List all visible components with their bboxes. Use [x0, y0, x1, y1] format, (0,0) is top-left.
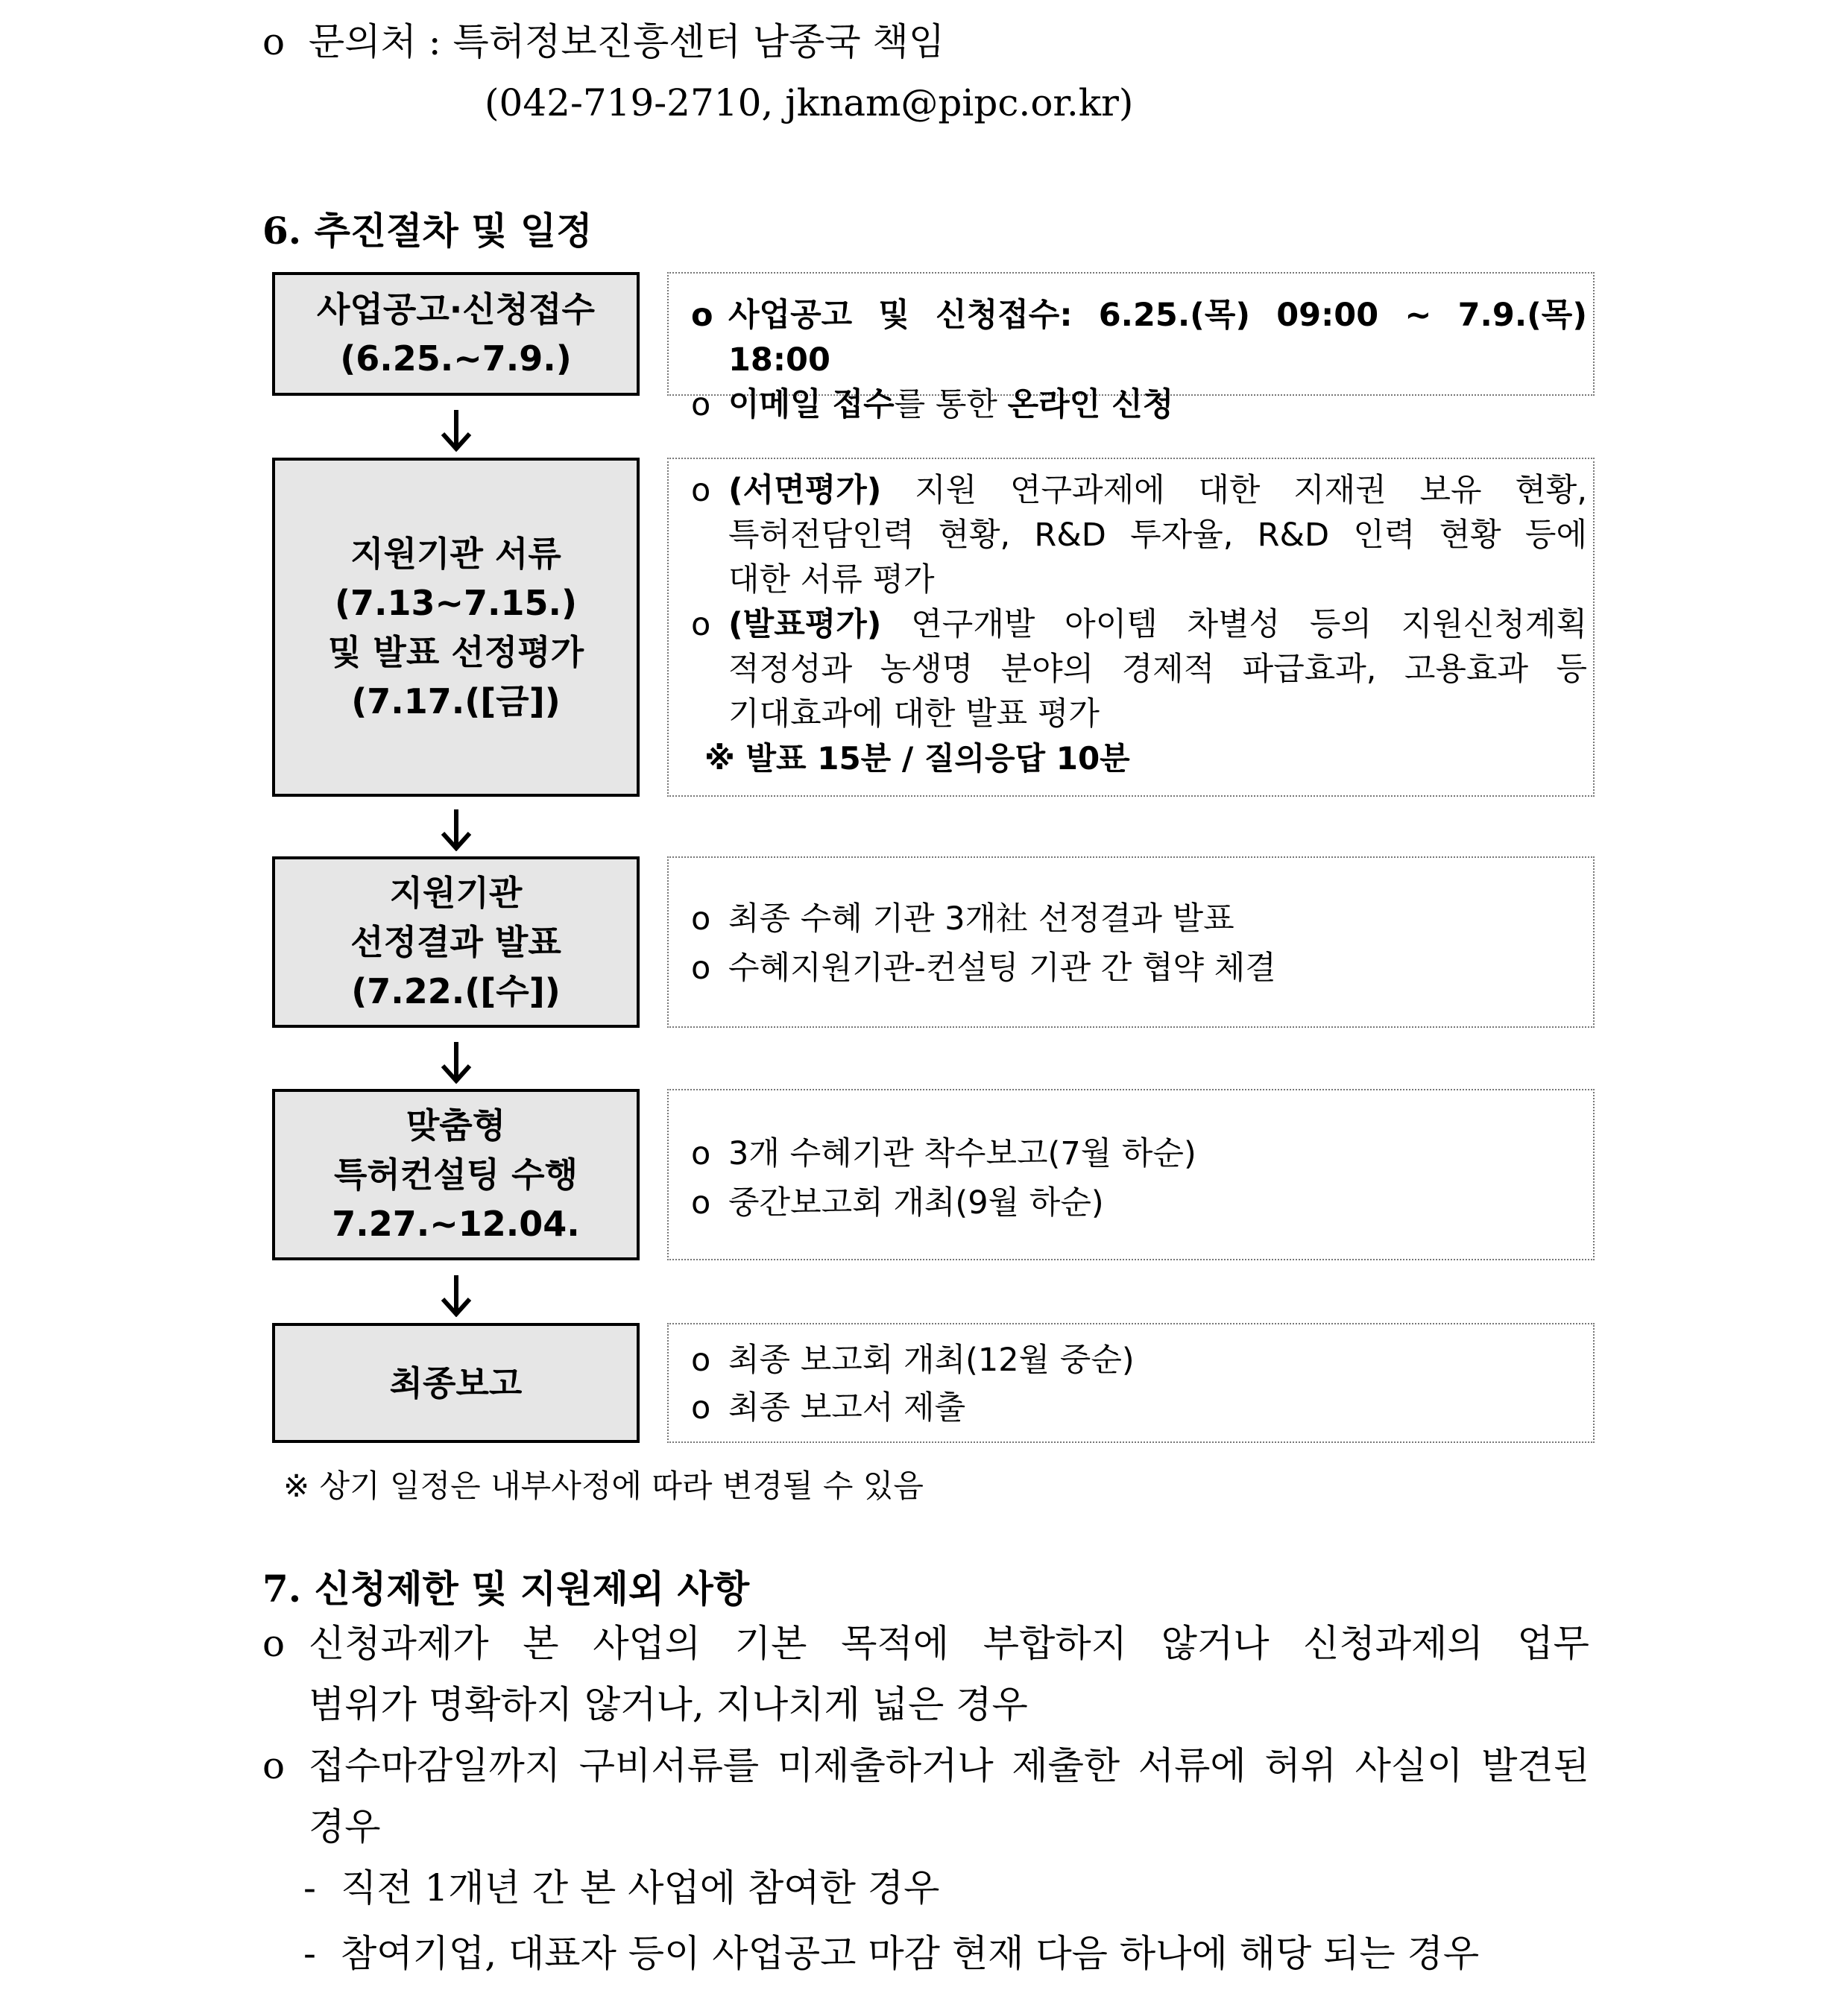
desc-item — [691, 1178, 1587, 1228]
contact-line-2: (042-719-2710, jknam@pipc.or.kr) — [485, 81, 1134, 124]
desc-item — [691, 468, 1587, 602]
desc-item — [691, 382, 1587, 427]
desc-text: 수혜지원기관-컨설팅 기관 간 협약 체결 — [728, 950, 1276, 987]
step-box-line: 지원기관 — [389, 873, 523, 913]
bullet-marker: o — [262, 20, 286, 63]
desc-bold-text: 이메일 접수 — [728, 386, 895, 423]
step-desc-selection-result — [667, 856, 1595, 1028]
dash-marker: - — [303, 1866, 316, 1910]
desc-text: 연구개발 아이템 차별성 등의 지원신청계획 — [881, 606, 1587, 643]
sub-list-item-text: 직전 1개년 간 본 사업에 참여한 경우 — [341, 1866, 940, 1910]
desc-text: 적정성과 농생명 분야의 경제적 파급효과, 고용효과 등 — [728, 651, 1587, 688]
list-item-text: 신청과제가 본 사업의 기본 목적에 부합하지 않거나 신청과제의 업무 — [309, 1622, 1589, 1665]
step-box-line: 선정결과 발표 — [350, 922, 561, 962]
bullet-marker: o — [691, 950, 711, 987]
desc-item — [691, 1336, 1587, 1384]
bullet-marker: o — [691, 297, 713, 334]
arrow-down-icon — [438, 1274, 474, 1317]
desc-bold-text: 온라인 신청 — [1007, 386, 1174, 423]
dash-marker: - — [303, 1932, 316, 1975]
bullet-marker: o — [691, 606, 711, 643]
arrow-down-icon — [438, 1040, 474, 1084]
desc-bold-text: (발표평가) — [728, 606, 882, 643]
sub-list-item — [262, 1923, 1589, 1984]
desc-item — [691, 293, 1587, 382]
sub-list-item-text: 참여기업, 대표자 등이 사업공고 마감 현재 다음 하나에 해당 되는 경우 — [341, 1932, 1480, 1975]
sub-list-item — [262, 1857, 1589, 1918]
step-box-line: 지원기관 서류 — [350, 533, 561, 574]
section-7-title: 7. 신청제한 및 지원제외 사항 — [262, 1567, 750, 1611]
desc-text: 최종 보고회 개최(12월 중순) — [728, 1342, 1135, 1379]
step-box-consulting — [272, 1089, 640, 1260]
evaluation-note: ※ 발표 15분 / 질의응답 10분 — [704, 740, 1130, 777]
bullet-marker: o — [262, 1622, 286, 1665]
arrow-down-icon — [438, 808, 474, 851]
desc-text: 최종 수혜 기관 3개社 선정결과 발표 — [728, 900, 1234, 938]
section-6-title: 6. 추진절차 및 일정 — [262, 209, 593, 253]
step-box-evaluation — [272, 458, 640, 797]
bullet-marker: o — [262, 1744, 286, 1787]
desc-item — [691, 1384, 1587, 1432]
desc-text: 특허전담인력 현황, R&D 투자율, R&D 인력 현황 등에 — [728, 517, 1587, 554]
section-7-body — [262, 1613, 1589, 1984]
bullet-marker: o — [691, 472, 711, 509]
desc-text: 최종 보고서 제출 — [728, 1389, 966, 1427]
step-box-line: (7.13~7.15.) — [334, 582, 578, 623]
step-desc-consulting — [667, 1089, 1595, 1260]
arrow-down-icon — [438, 408, 474, 452]
step-box-final-report — [272, 1323, 640, 1443]
bullet-marker: o — [691, 1184, 711, 1222]
desc-text: 대한 서류 평가 — [728, 561, 935, 598]
list-item — [262, 1735, 1589, 1857]
step-desc-announcement — [667, 272, 1595, 423]
contact-line-1 — [262, 19, 945, 64]
list-item-text: 접수마감일까지 구비서류를 미제출하거나 제출한 서류에 허위 사실이 발견된 — [309, 1744, 1589, 1787]
step-box-line: 및 발표 선정평가 — [327, 631, 584, 672]
desc-text: 를 통한 — [894, 386, 1008, 423]
list-item-text: 범위가 명확하지 않거나, 지나치게 넓은 경우 — [309, 1683, 1028, 1726]
step-desc-final-report — [667, 1323, 1595, 1443]
desc-bold-text: (서면평가) — [728, 472, 882, 509]
list-item — [262, 1613, 1589, 1735]
step-box-announcement — [272, 272, 640, 396]
bullet-marker: o — [691, 900, 711, 938]
step-box-line: (7.22.([수]) — [351, 971, 561, 1011]
desc-text: 3개 수혜기관 착수보고(7월 하순) — [728, 1135, 1196, 1172]
bullet-marker: o — [691, 1342, 711, 1379]
bullet-marker: o — [691, 386, 711, 423]
desc-text: 중간보고회 개최(9월 하순) — [728, 1184, 1104, 1222]
contact-label: 문의처 : 특허정보진흥센터 남종국 책임 — [308, 20, 945, 63]
bullet-marker: o — [691, 1135, 711, 1172]
step-box-line: (7.17.([금]) — [351, 680, 561, 721]
desc-item — [691, 1129, 1587, 1178]
desc-text: 기대효과에 대한 발표 평가 — [728, 695, 1100, 733]
step-box-line: 특허컨설팅 수행 — [333, 1155, 578, 1195]
bullet-marker: o — [691, 1389, 711, 1427]
desc-item — [691, 944, 1587, 993]
list-item-text: 경우 — [309, 1805, 381, 1848]
desc-item — [691, 894, 1587, 944]
step-box-line: 7.27.~12.04. — [332, 1204, 580, 1244]
schedule-footnote: ※ 상기 일정은 내부사정에 따라 변경될 수 있음 — [283, 1468, 924, 1504]
step-box-line: (6.25.~7.9.) — [340, 338, 572, 379]
step-box-line: 최종보고 — [389, 1362, 523, 1403]
desc-text: 사업공고 및 신청접수: 6.25.(목) 09:00 ~ 7.9.(목) 18:00 — [728, 297, 1587, 379]
desc-item — [691, 602, 1587, 736]
step-box-line: 맞춤형 — [406, 1105, 506, 1146]
step-desc-evaluation — [667, 458, 1595, 797]
desc-text: 지원 연구과제에 대한 지재권 보유 현황, — [881, 472, 1587, 509]
step-box-line: 사업공고·신청접수 — [317, 289, 595, 329]
step-box-selection-result — [272, 856, 640, 1028]
